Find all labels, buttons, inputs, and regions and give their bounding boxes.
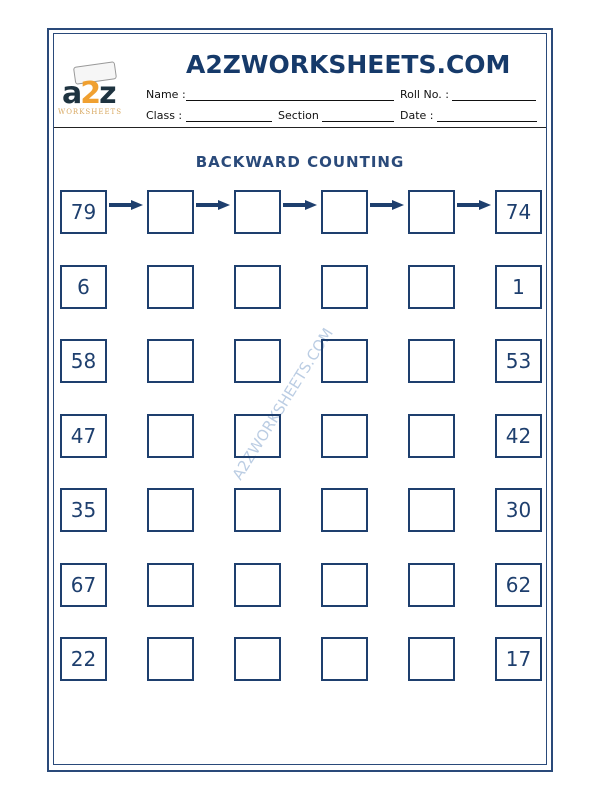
answer-box[interactable] xyxy=(147,339,194,383)
name-field[interactable]: Name : xyxy=(146,88,394,101)
end-number-box: 17 xyxy=(495,637,542,681)
end-number-box: 74 xyxy=(495,190,542,234)
answer-box[interactable] xyxy=(234,563,281,607)
answer-box[interactable] xyxy=(234,414,281,458)
worksheet-title: BACKWARD COUNTING xyxy=(195,153,405,171)
answer-box[interactable] xyxy=(408,563,455,607)
start-number-box: 58 xyxy=(60,339,107,383)
answer-box[interactable] xyxy=(408,488,455,532)
roll-field[interactable]: Roll No. : xyxy=(400,88,536,101)
answer-box[interactable] xyxy=(408,339,455,383)
end-number-box: 62 xyxy=(495,563,542,607)
section-field[interactable]: Section xyxy=(278,109,394,122)
answer-box[interactable] xyxy=(147,563,194,607)
start-number-box: 22 xyxy=(60,637,107,681)
arrow-right-icon xyxy=(457,200,491,210)
answer-box[interactable] xyxy=(408,190,455,234)
answer-box[interactable] xyxy=(234,339,281,383)
answer-box[interactable] xyxy=(321,488,368,532)
arrow-right-icon xyxy=(370,200,404,210)
header-divider xyxy=(54,127,546,128)
answer-box[interactable] xyxy=(408,414,455,458)
answer-box[interactable] xyxy=(321,637,368,681)
arrow-right-icon xyxy=(196,200,230,210)
end-number-box: 42 xyxy=(495,414,542,458)
logo-subtitle: WORKSHEETS xyxy=(58,108,123,116)
end-number-box: 1 xyxy=(495,265,542,309)
answer-box[interactable] xyxy=(147,414,194,458)
start-number-box: 79 xyxy=(60,190,107,234)
answer-box[interactable] xyxy=(408,265,455,309)
answer-box[interactable] xyxy=(147,265,194,309)
answer-box[interactable] xyxy=(321,265,368,309)
answer-box[interactable] xyxy=(147,190,194,234)
start-number-box: 47 xyxy=(60,414,107,458)
answer-box[interactable] xyxy=(408,637,455,681)
answer-box[interactable] xyxy=(321,339,368,383)
answer-box[interactable] xyxy=(147,488,194,532)
answer-box[interactable] xyxy=(321,414,368,458)
answer-box[interactable] xyxy=(234,190,281,234)
site-title: A2ZWORKSHEETS.COM xyxy=(186,50,511,79)
date-field[interactable]: Date : xyxy=(400,109,537,122)
answer-box[interactable] xyxy=(147,637,194,681)
arrow-right-icon xyxy=(283,200,317,210)
answer-box[interactable] xyxy=(234,265,281,309)
start-number-box: 6 xyxy=(60,265,107,309)
start-number-box: 35 xyxy=(60,488,107,532)
logo: a2z WORKSHEETS xyxy=(58,62,138,122)
inner-border xyxy=(53,33,547,765)
class-field[interactable]: Class : xyxy=(146,109,272,122)
answer-box[interactable] xyxy=(234,637,281,681)
start-number-box: 67 xyxy=(60,563,107,607)
answer-box[interactable] xyxy=(321,190,368,234)
arrow-right-icon xyxy=(109,200,143,210)
end-number-box: 30 xyxy=(495,488,542,532)
watermark: A2ZWORKSHEETS.COM xyxy=(228,324,337,484)
answer-box[interactable] xyxy=(321,563,368,607)
end-number-box: 53 xyxy=(495,339,542,383)
answer-box[interactable] xyxy=(234,488,281,532)
